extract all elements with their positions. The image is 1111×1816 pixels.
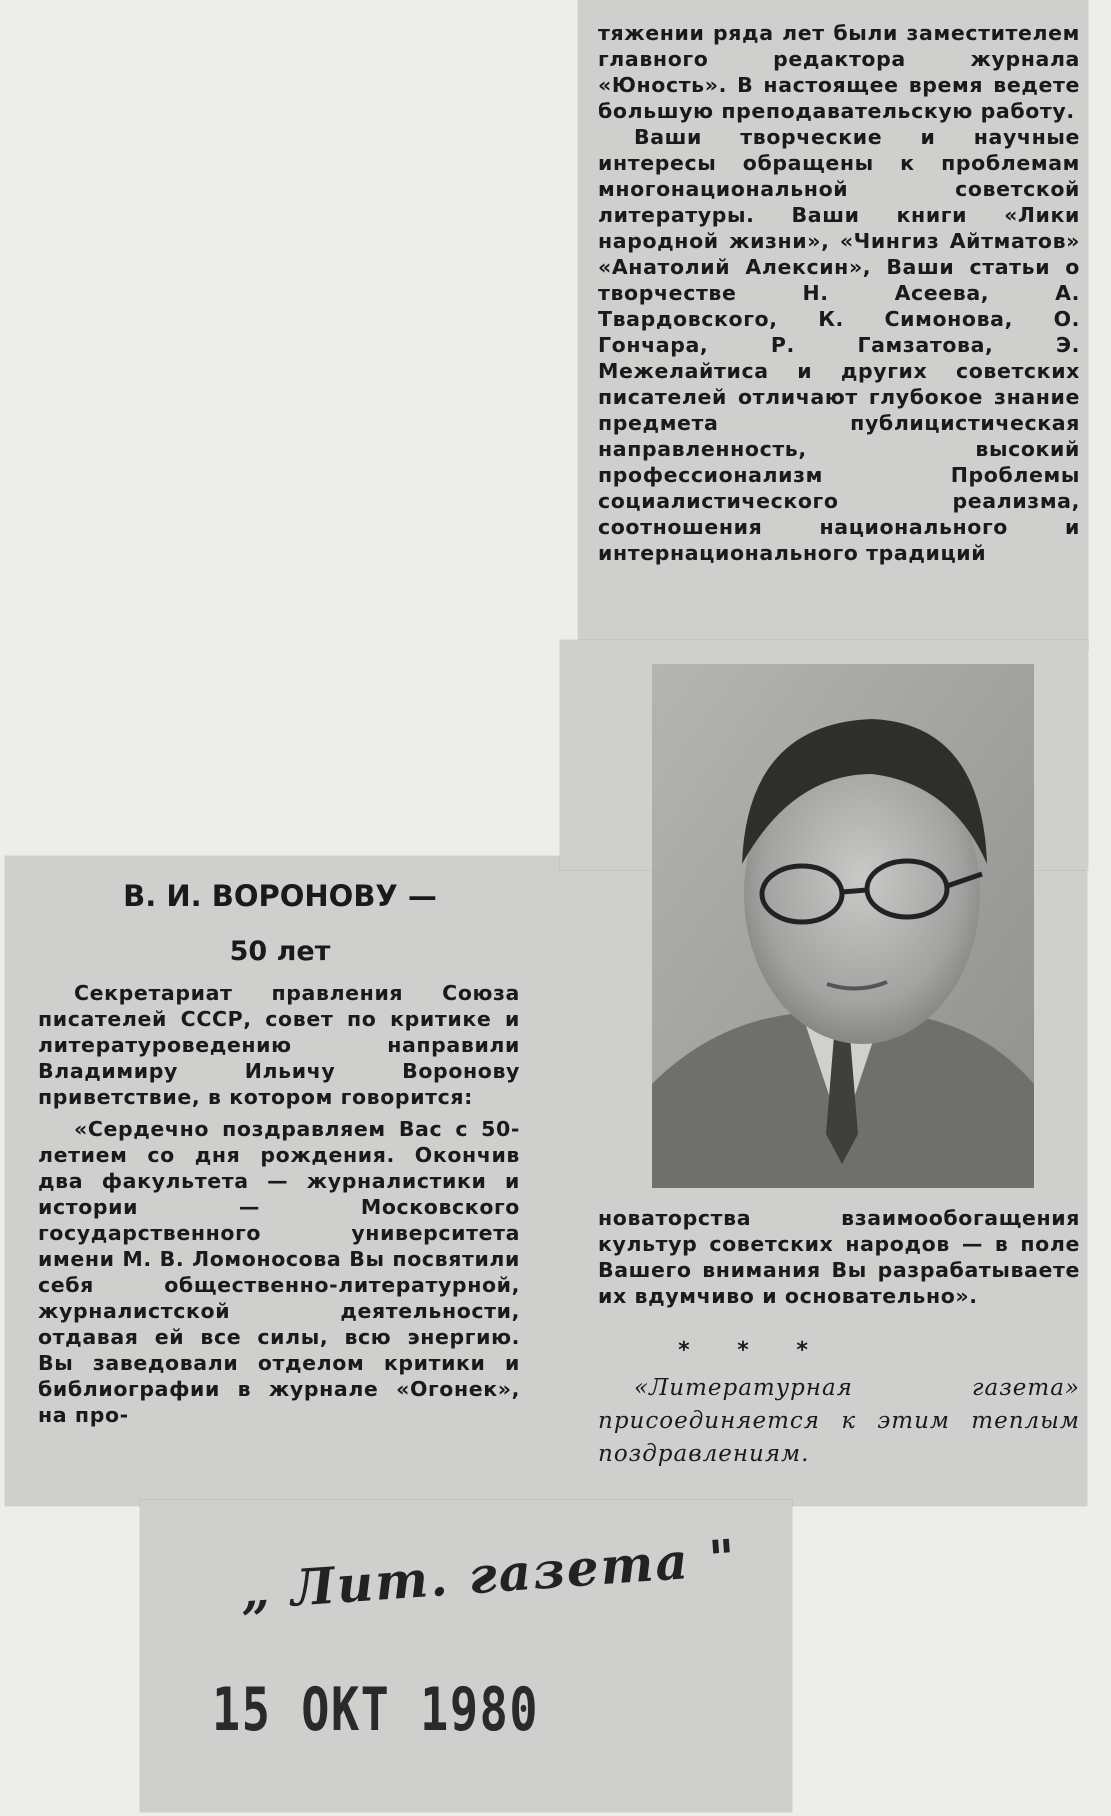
- portrait-photo: [652, 664, 1034, 1188]
- date-stamp: 15 ОКТ 1980: [212, 1675, 540, 1745]
- headline-line1: В. И. ВОРОНОВУ —: [123, 879, 437, 913]
- left-paragraph: «Сердечно поздравляем Вас с 50-летием со дня рождения. Окончив два факультета — журналистики и истории — Московского государственного университета имени М. В. Ломоносова Вы посвятили себя общественно-литературной, журналистской деятельности, отдавая ей все силы, всю энергию. Вы заведовали отделом критики и библиографии в журнале «Огонек», на про-: [38, 1117, 520, 1427]
- right-paragraph: Ваши творческие и научные интересы обращены к проблемам многонациональной советской литературы. Ваши книги «Лики народной жизни», «Чингиз Айтматов» «Анатолий Алексин», Ваши статьи о творчестве Н. Асеева, А. Твардовского, К. Симонова, О. Гончара, Р. Гамзатова, Э. Межелайтиса и других советских писателей отличают глубокое знание предмета публицистическая направленность, высокий профессионализм Проблемы социалистического реализма, соотношения национального и интернационального традиций: [598, 125, 1080, 565]
- right-column-bottom: [598, 1205, 1080, 1309]
- portrait-image: [652, 664, 1034, 1188]
- left-column: [38, 980, 520, 1428]
- right-paragraph: тяжении ряда лет были заместителем главного редактора журнала «Юность». В настоящее время ведете большую преподавательскую работу.: [598, 21, 1080, 123]
- handwritten-source: „ Лит. газета ": [238, 1527, 739, 1622]
- right-column-top: [598, 20, 1080, 566]
- left-paragraph: Секретариат правления Союза писателей СССР, совет по критике и литературоведению направили Владимиру Ильичу Воронову приветствие, в котором говорится:: [38, 981, 520, 1109]
- right-paragraph: новаторства взаимообогащения культур советских народов — в поле Вашего внимания Вы разрабатываете их вдумчиво и основательно».: [598, 1206, 1080, 1308]
- headline-line2: 50 лет: [229, 936, 331, 967]
- article-headline: [30, 876, 530, 974]
- section-separator: * * *: [678, 1338, 828, 1363]
- closing-note: «Литературная газета» присоединяется к этим теплым поздравлениям.: [598, 1375, 1080, 1467]
